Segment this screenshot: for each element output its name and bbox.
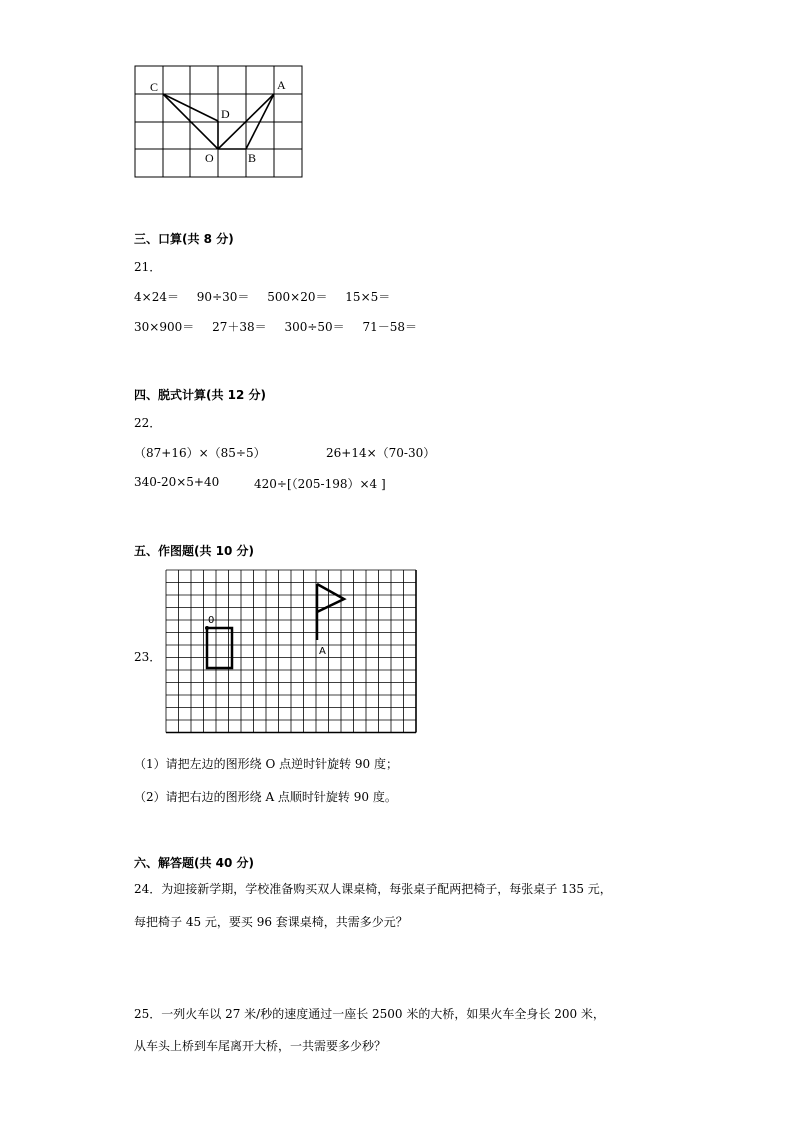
step-calc-item-3: 340-20×5+40 <box>134 475 220 489</box>
question-25-line-2: 从车头上桥到车尾离开大桥，一共需要多少秒？ <box>134 1039 387 1053</box>
grid-label-o: 0 <box>208 615 215 626</box>
rotation-grid-figure <box>160 566 420 742</box>
question-24-line-1: 24．为迎接新学期，学校准备购买双人课桌椅，每张桌子配两把椅子，每张桌子 135 元， <box>134 882 612 896</box>
instruction-2: （2）请把右边的图形绕 A 点顺时针旋转 90 度。 <box>134 790 397 804</box>
mental-calc-row-2 <box>134 318 417 335</box>
point-label-c: C <box>150 80 159 94</box>
calc-item: 71－58＝ <box>362 320 418 334</box>
instruction-1: （1）请把左边的图形绕 O 点逆时针旋转 90 度； <box>134 757 399 771</box>
question-24-line-2: 每把椅子 45 元，要买 96 套课桌椅，共需多少元？ <box>134 915 408 929</box>
question-23-number: 23． <box>134 650 162 664</box>
calc-item: 90÷30＝ <box>196 290 250 304</box>
point-label-o: O <box>205 151 214 165</box>
calc-item: 4×24＝ <box>134 290 179 304</box>
mental-calc-row-1 <box>134 288 390 305</box>
step-calc-item-1: （87+16）×（85÷5） <box>134 446 266 460</box>
step-calc-item-4: 420÷[（205-198）×4 ] <box>254 477 386 491</box>
angle-grid-figure <box>128 60 308 182</box>
step-calc-item-2: 26+14×（70-30） <box>326 446 436 460</box>
question-25-line-1: 25．一列火车以 27 米/秒的速度通过一座长 2500 米的大桥，如果火车全身长 200 米， <box>134 1007 605 1021</box>
calc-item: 27＋38＝ <box>212 320 267 334</box>
point-label-d: D <box>221 107 230 121</box>
question-21-number: 21． <box>134 260 162 274</box>
calc-item: 15×5＝ <box>345 290 391 304</box>
point-label-a: A <box>277 78 286 92</box>
question-22-number: 22． <box>134 416 162 430</box>
calc-item: 300÷50＝ <box>284 320 345 334</box>
section-3-heading: 三、口算(共 8 分) <box>134 232 234 246</box>
calc-item: 500×20＝ <box>267 290 328 304</box>
point-label-b: B <box>248 151 257 165</box>
section-5-heading: 五、作图题(共 10 分) <box>134 544 255 558</box>
section-4-heading: 四、脱式计算(共 12 分) <box>134 388 267 402</box>
grid-label-a: A <box>319 646 326 657</box>
section-6-heading: 六、解答题(共 40 分) <box>134 856 255 870</box>
calc-item: 30×900＝ <box>134 320 195 334</box>
